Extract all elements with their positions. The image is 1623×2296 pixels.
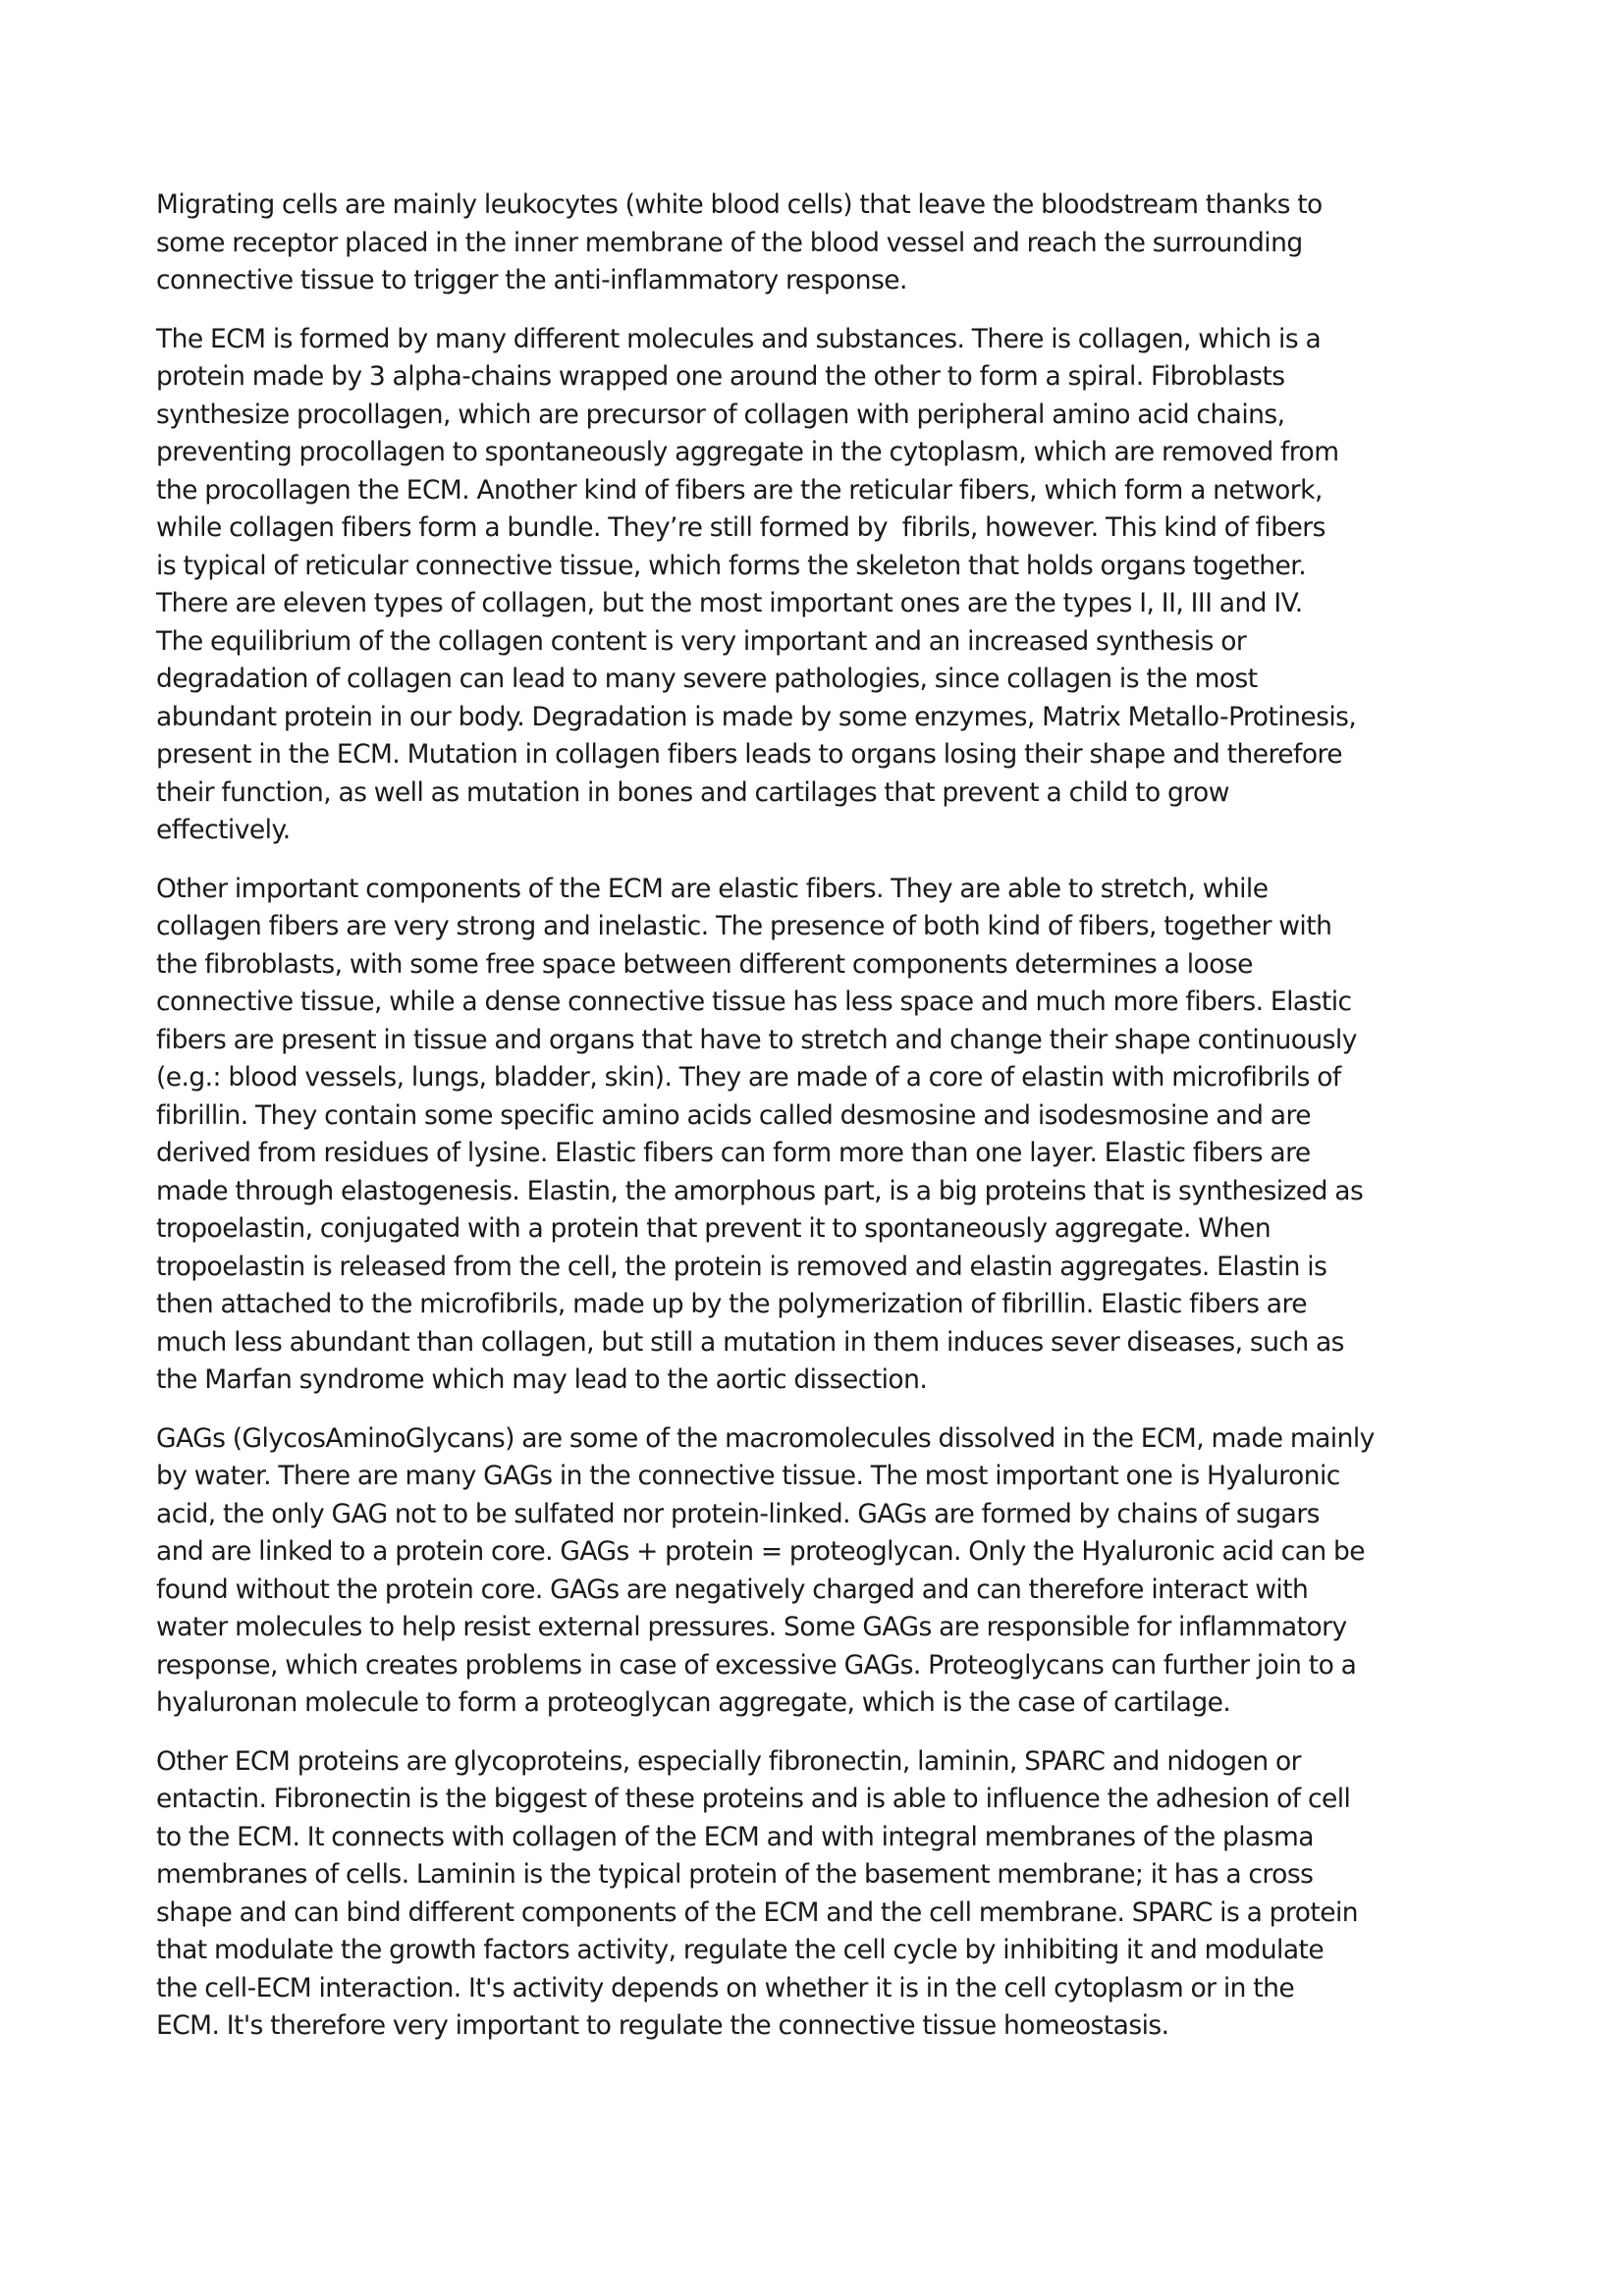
text-line: connective tissue, while a dense connective tissue has less space and much more fibers. Elastic <box>156 987 1352 1017</box>
text-line: some receptor placed in the inner membrane of the blood vessel and reach the surrounding <box>156 227 1303 258</box>
text-line: Other important components of the ECM are elastic fibers. They are able to stretch, while <box>156 873 1269 904</box>
text-line: the fibroblasts, with some free space between different components determines a loose <box>156 948 1253 980</box>
paragraph-elastic-fibers <box>156 871 1484 1400</box>
text-line: the cell-ECM interaction. It's activity depends on whether it is in the cell cytoplasm or in the <box>156 1972 1295 2003</box>
text-line: synthesize procollagen, which are precursor of collagen with peripheral amino acid chains, <box>156 399 1285 430</box>
text-line: present in the ECM. Mutation in collagen fibers leads to organs losing their shape and therefore <box>156 739 1343 770</box>
text-line: Other ECM proteins are glycoproteins, especially fibronectin, laminin, SPARC and nidogen or <box>156 1745 1301 1777</box>
text-line: fibrillin. They contain some specific amino acids called desmosine and isodesmosine and are <box>156 1099 1311 1131</box>
text-line: abundant protein in our body. Degradation is made by some enzymes, Matrix Metallo-Protinesis, <box>156 701 1357 732</box>
text-line: GAGs (GlycosAminoGlycans) are some of the macromolecules dissolved in the ECM, made mainly <box>156 1422 1375 1454</box>
text-line: ECM. It's therefore very important to regulate the connective tissue homeostasis. <box>156 2010 1169 2041</box>
text-line: connective tissue to trigger the anti-inflammatory response. <box>156 265 907 295</box>
text-line: tropoelastin is released from the cell, the protein is removed and elastin aggregates. Elastin is <box>156 1251 1327 1282</box>
paragraph-gags <box>156 1420 1484 1723</box>
text-line: hyaluronan molecule to form a proteoglycan aggregate, which is the case of cartilage. <box>156 1687 1231 1718</box>
text-line: protein made by 3 alpha-chains wrapped one around the other to form a spiral. Fibroblasts <box>156 361 1285 392</box>
text-line: membranes of cells. Laminin is the typical protein of the basement membrane; it has a cross <box>156 1859 1314 1890</box>
text-line: collagen fibers are very strong and inelastic. The presence of both kind of fibers, together with <box>156 911 1332 941</box>
text-line: much less abundant than collagen, but still a mutation in them induces sever diseases, such as <box>156 1326 1344 1358</box>
text-line: made through elastogenesis. Elastin, the amorphous part, is a big proteins that is synthesized as <box>156 1175 1364 1206</box>
text-line: is typical of reticular connective tissue, which forms the skeleton that holds organs together. <box>156 550 1307 581</box>
text-line: fibers are present in tissue and organs that have to stretch and change their shape continuously <box>156 1024 1357 1055</box>
paragraph-migrating-cells <box>156 187 1484 300</box>
text-line: the Marfan syndrome which may lead to the aortic dissection. <box>156 1364 928 1395</box>
text-line: entactin. Fibronectin is the biggest of these proteins and is able to influence the adhesion of cell <box>156 1784 1351 1814</box>
text-line: The equilibrium of the collagen content is very important and an increased synthesis or <box>156 625 1247 657</box>
text-line: and are linked to a protein core. GAGs + protein = proteoglycan. Only the Hyaluronic acid can be <box>156 1536 1365 1567</box>
text-line: that modulate the growth factors activity, regulate the cell cycle by inhibiting it and modulate <box>156 1935 1325 1965</box>
text-line: The ECM is formed by many different molecules and substances. There is collagen, which is a <box>156 323 1322 354</box>
paragraph-ecm-collagen <box>156 321 1484 850</box>
text-line: Migrating cells are mainly leukocytes (white blood cells) that leave the bloodstream thanks to <box>156 189 1323 220</box>
body-text <box>156 187 1484 2066</box>
text-line: There are eleven types of collagen, but the most important ones are the types I, II, III and IV. <box>156 588 1303 618</box>
text-line: water molecules to help resist external pressures. Some GAGs are responsible for inflammatory <box>156 1612 1347 1642</box>
text-line: their function, as well as mutation in bones and cartilages that prevent a child to grow <box>156 776 1229 808</box>
text-line: preventing procollagen to spontaneously aggregate in the cytoplasm, which are removed from <box>156 437 1339 467</box>
text-line: to the ECM. It connects with collagen of the ECM and with integral membranes of the plasma <box>156 1821 1314 1852</box>
paragraph-glycoproteins <box>156 1743 1484 2046</box>
text-line: while collagen fibers form a bundle. They’re still formed by fibrils, however. This kind of fibers <box>156 512 1325 543</box>
text-line: shape and can bind different components of the ECM and the cell membrane. SPARC is a protein <box>156 1896 1359 1928</box>
text-line: (e.g.: blood vessels, lungs, bladder, skin). They are made of a core of elastin with microfibrils of <box>156 1062 1341 1093</box>
text-line: then attached to the microfibrils, made up by the polymerization of fibrillin. Elastic fibers are <box>156 1289 1307 1319</box>
text-line: response, which creates problems in case of excessive GAGs. Proteoglycans can further join to a <box>156 1649 1357 1681</box>
text-line: by water. There are many GAGs in the connective tissue. The most important one is Hyaluronic <box>156 1461 1340 1491</box>
text-line: found without the protein core. GAGs are negatively charged and can therefore interact with <box>156 1574 1309 1605</box>
text-line: tropoelastin, conjugated with a protein that prevent it to spontaneously aggregate. When <box>156 1213 1271 1244</box>
text-line: acid, the only GAG not to be sulfated nor protein-linked. GAGs are formed by chains of sugars <box>156 1498 1320 1529</box>
text-line: the procollagen the ECM. Another kind of fibers are the reticular fibers, which form a network, <box>156 474 1323 506</box>
text-line: derived from residues of lysine. Elastic fibers can form more than one layer. Elastic fibers are <box>156 1138 1311 1168</box>
text-line: effectively. <box>156 815 291 845</box>
text-line: degradation of collagen can lead to many severe pathologies, since collagen is the most <box>156 664 1258 694</box>
